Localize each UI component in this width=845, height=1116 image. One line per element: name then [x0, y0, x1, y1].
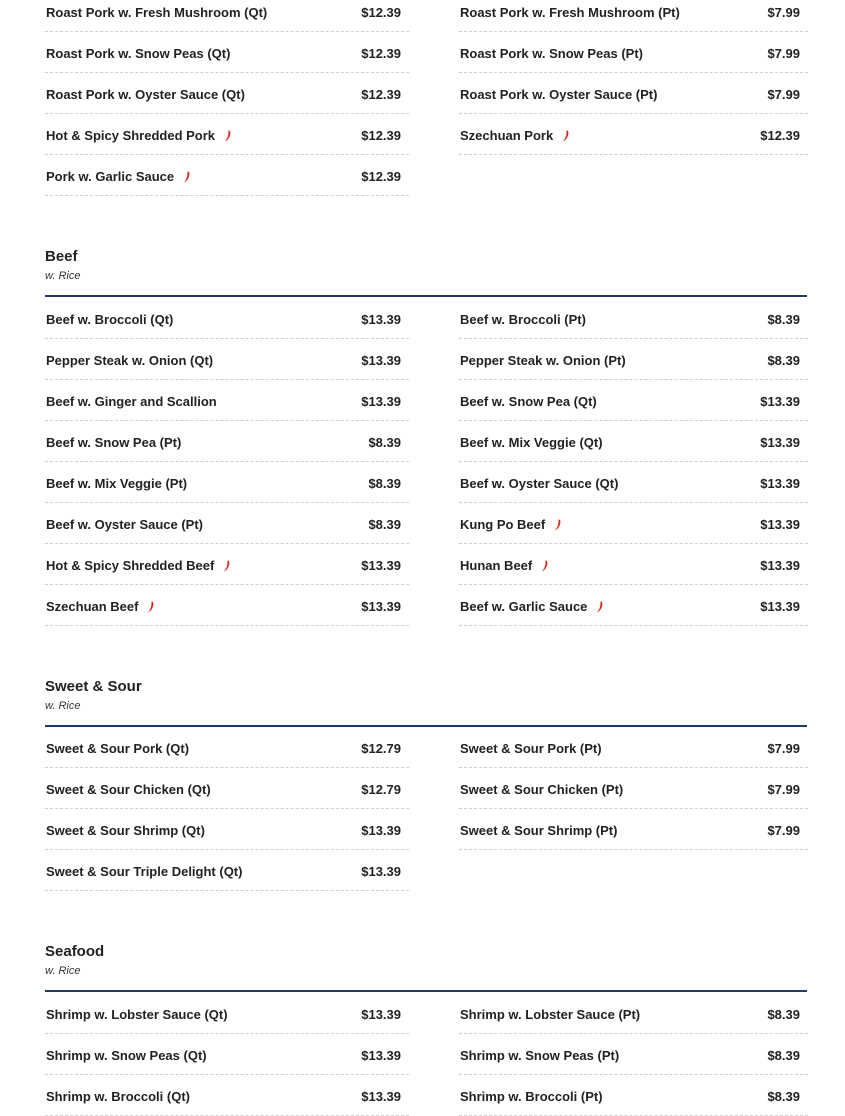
menu-item-name — [460, 517, 562, 532]
menu-item-name-text: Hot & Spicy Shredded Beef — [46, 558, 215, 573]
menu-item-name — [460, 599, 604, 614]
menu-item-name — [46, 46, 230, 61]
menu-item-price: $7.99 — [767, 87, 800, 102]
menu-item — [459, 727, 808, 768]
menu-item-name-text: Beef w. Snow Pea (Pt) — [46, 435, 182, 450]
menu-item-name — [460, 128, 570, 143]
menu-item-price: $8.39 — [767, 1007, 800, 1022]
menu-item-name — [46, 558, 231, 573]
hot-pepper-icon — [224, 130, 232, 142]
menu-item — [459, 462, 808, 503]
menu-item — [45, 380, 409, 421]
menu-item-name-text: Beef w. Snow Pea (Qt) — [460, 394, 597, 409]
menu-item-name — [460, 782, 623, 797]
menu-item-price: $12.39 — [361, 5, 401, 20]
menu-item — [459, 114, 808, 155]
menu-item-name — [460, 435, 603, 450]
menu-item-price: $13.39 — [361, 558, 401, 573]
menu-item-name-text: Szechuan Pork — [460, 128, 554, 143]
menu-item-name-text: Pepper Steak w. Onion (Pt) — [460, 353, 626, 368]
menu-item — [45, 727, 409, 768]
menu-item-name-text: Beef w. Oyster Sauce (Pt) — [46, 517, 204, 532]
menu-item-price: $7.99 — [767, 5, 800, 20]
menu-item — [459, 32, 808, 73]
menu-item-price: $13.39 — [361, 353, 401, 368]
hot-pepper-icon — [554, 519, 562, 531]
menu-item — [459, 993, 808, 1034]
menu-item-name-text: Roast Pork w. Oyster Sauce (Qt) — [46, 87, 245, 102]
menu-item-price: $7.99 — [767, 823, 800, 838]
menu-item-name-text: Shrimp w. Broccoli (Qt) — [46, 1089, 190, 1104]
menu-item-name — [460, 353, 626, 368]
menu-item — [45, 993, 409, 1034]
menu-item-price: $7.99 — [767, 741, 800, 756]
menu-item-price: $8.39 — [767, 1089, 800, 1104]
menu-item-name — [46, 5, 267, 20]
menu-item-name — [460, 1007, 640, 1022]
menu-item-price: $13.39 — [361, 864, 401, 879]
menu-item-name — [460, 558, 549, 573]
menu-item-price: $13.39 — [361, 394, 401, 409]
menu-item — [45, 114, 409, 155]
menu-item — [45, 73, 409, 114]
menu-item-name — [46, 128, 232, 143]
menu-item-name — [46, 864, 242, 879]
menu-item — [459, 0, 808, 32]
menu-item-name-text: Roast Pork w. Fresh Mushroom (Qt) — [46, 5, 268, 20]
menu-item — [459, 1034, 808, 1075]
menu-item-name-text: Pork w. Garlic Sauce — [46, 169, 175, 184]
menu-item-price: $12.39 — [361, 87, 401, 102]
menu-item-name-text: Szechuan Beef — [46, 599, 139, 614]
menu-item — [459, 1075, 808, 1116]
menu-item-price: $12.39 — [361, 128, 401, 143]
menu-item-price: $13.39 — [760, 599, 800, 614]
menu-item-name-text: Beef w. Broccoli (Qt) — [46, 312, 174, 327]
menu-item — [45, 1075, 409, 1116]
menu-item-price: $12.39 — [760, 128, 800, 143]
menu-item-name — [460, 476, 618, 491]
menu-item-price: $8.39 — [767, 353, 800, 368]
menu-item-name-text: Kung Po Beef — [460, 517, 546, 532]
menu-item-name — [46, 169, 191, 184]
menu-item-price: $13.39 — [760, 394, 800, 409]
menu-item — [459, 544, 808, 585]
menu-item-name — [46, 394, 217, 409]
menu-item-name-text: Shrimp w. Snow Peas (Pt) — [460, 1048, 620, 1063]
menu-item-name-text: Shrimp w. Broccoli (Pt) — [460, 1089, 603, 1104]
menu-item-name — [460, 741, 602, 756]
menu-item-name — [460, 823, 617, 838]
menu-item — [45, 544, 409, 585]
menu-item — [45, 462, 409, 503]
menu-item-price: $7.99 — [767, 46, 800, 61]
menu-item-price: $8.39 — [767, 312, 800, 327]
section-subtitle-sweet-sour: w. Rice — [45, 700, 81, 712]
menu-item-price: $12.79 — [361, 782, 401, 797]
menu-item — [45, 0, 409, 32]
menu-item-price: $8.39 — [767, 1048, 800, 1063]
menu-item-name-text: Hunan Beef — [460, 558, 533, 573]
menu-item-price: $8.39 — [368, 435, 401, 450]
hot-pepper-icon — [183, 171, 191, 183]
section-subtitle-beef: w. Rice — [45, 270, 81, 282]
menu-item — [459, 503, 808, 544]
menu-item-name — [46, 1048, 207, 1063]
menu-item — [45, 850, 409, 891]
menu-item-name — [46, 476, 187, 491]
menu-item-name-text: Roast Pork w. Snow Peas (Qt) — [46, 46, 231, 61]
menu-item-name-text: Sweet & Sour Shrimp (Pt) — [460, 823, 618, 838]
menu-item — [459, 380, 808, 421]
menu-item-name — [46, 741, 189, 756]
menu-item-name-text: Sweet & Sour Pork (Qt) — [46, 741, 190, 756]
menu-item — [459, 421, 808, 462]
menu-item — [459, 298, 808, 339]
menu-item-name-text: Pepper Steak w. Onion (Qt) — [46, 353, 214, 368]
menu-item-price: $13.39 — [361, 823, 401, 838]
menu-item-name — [46, 517, 203, 532]
menu-item-name — [46, 823, 205, 838]
menu-item-name-text: Roast Pork w. Snow Peas (Pt) — [460, 46, 644, 61]
menu-item-price: $8.39 — [368, 517, 401, 532]
menu-item-price: $12.39 — [361, 46, 401, 61]
menu-item-price: $8.39 — [368, 476, 401, 491]
section-subtitle-seafood: w. Rice — [45, 965, 81, 977]
menu-item — [45, 32, 409, 73]
menu-item-name — [460, 46, 643, 61]
hot-pepper-icon — [562, 130, 570, 142]
menu-item — [459, 768, 808, 809]
menu-item-name-text: Beef w. Garlic Sauce — [460, 599, 588, 614]
menu-item-price: $7.99 — [767, 782, 800, 797]
menu-item — [45, 503, 409, 544]
section-divider-beef — [45, 295, 807, 297]
menu-item-price: $13.39 — [361, 599, 401, 614]
menu-item-name — [46, 1007, 228, 1022]
menu-item-name — [46, 353, 213, 368]
menu-item-price: $13.39 — [361, 312, 401, 327]
menu-item-price: $13.39 — [760, 476, 800, 491]
menu-item-name-text: Beef w. Broccoli (Pt) — [460, 312, 586, 327]
menu-item-price: $13.39 — [760, 435, 800, 450]
menu-item-name-text: Hot & Spicy Shredded Pork — [46, 128, 216, 143]
menu-item-price: $13.39 — [760, 517, 800, 532]
menu-item — [45, 585, 409, 626]
menu-item — [459, 809, 808, 850]
menu-item — [45, 155, 409, 196]
menu-item — [459, 73, 808, 114]
menu-item-name-text: Shrimp w. Snow Peas (Qt) — [46, 1048, 207, 1063]
hot-pepper-icon — [541, 560, 549, 572]
menu-item — [45, 768, 409, 809]
section-title-seafood: Seafood — [45, 943, 105, 960]
menu-item — [45, 339, 409, 380]
menu-item-price: $12.79 — [361, 741, 401, 756]
section-divider-seafood — [45, 990, 807, 992]
menu-item-name — [46, 599, 155, 614]
menu-item-name — [46, 87, 245, 102]
menu-item-price: $13.39 — [760, 558, 800, 573]
menu-item — [45, 421, 409, 462]
menu-item-name-text: Sweet & Sour Pork (Pt) — [460, 741, 602, 756]
section-title-sweet-sour: Sweet & Sour — [45, 678, 142, 695]
menu-item-name — [460, 1048, 619, 1063]
menu-item-name-text: Shrimp w. Lobster Sauce (Pt) — [460, 1007, 641, 1022]
menu-item-name-text: Beef w. Ginger and Scallion — [46, 394, 217, 409]
menu-item-price: $13.39 — [361, 1089, 401, 1104]
menu-item — [459, 339, 808, 380]
menu-item-name-text: Sweet & Sour Chicken (Pt) — [460, 782, 624, 797]
menu-item-name-text: Roast Pork w. Oyster Sauce (Pt) — [460, 87, 658, 102]
menu-item-name — [460, 394, 597, 409]
menu-item-name-text: Beef w. Mix Veggie (Qt) — [460, 435, 603, 450]
menu-item-name-text: Beef w. Mix Veggie (Pt) — [46, 476, 188, 491]
menu-item-name-text: Roast Pork w. Fresh Mushroom (Pt) — [460, 5, 680, 20]
menu-item-name — [460, 312, 586, 327]
menu-item-price: $13.39 — [361, 1007, 401, 1022]
menu-item-name-text: Sweet & Sour Chicken (Qt) — [46, 782, 211, 797]
menu-item-price: $12.39 — [361, 169, 401, 184]
menu-item-name — [460, 5, 680, 20]
menu-item-name-text: Sweet & Sour Triple Delight (Qt) — [46, 864, 243, 879]
hot-pepper-icon — [147, 601, 155, 613]
menu-item-name-text: Sweet & Sour Shrimp (Qt) — [46, 823, 205, 838]
menu-item — [45, 1034, 409, 1075]
section-title-beef: Beef — [45, 248, 78, 265]
menu-item-price: $13.39 — [361, 1048, 401, 1063]
menu-item-name — [460, 87, 657, 102]
menu-item-name-text: Shrimp w. Lobster Sauce (Qt) — [46, 1007, 228, 1022]
menu-item — [45, 809, 409, 850]
hot-pepper-icon — [223, 560, 231, 572]
menu-item-name-text: Beef w. Oyster Sauce (Qt) — [460, 476, 619, 491]
menu-item — [459, 585, 808, 626]
menu-item-name — [46, 782, 211, 797]
hot-pepper-icon — [596, 601, 604, 613]
menu-item-name — [46, 312, 173, 327]
menu-item — [45, 298, 409, 339]
menu-item-name — [46, 435, 181, 450]
